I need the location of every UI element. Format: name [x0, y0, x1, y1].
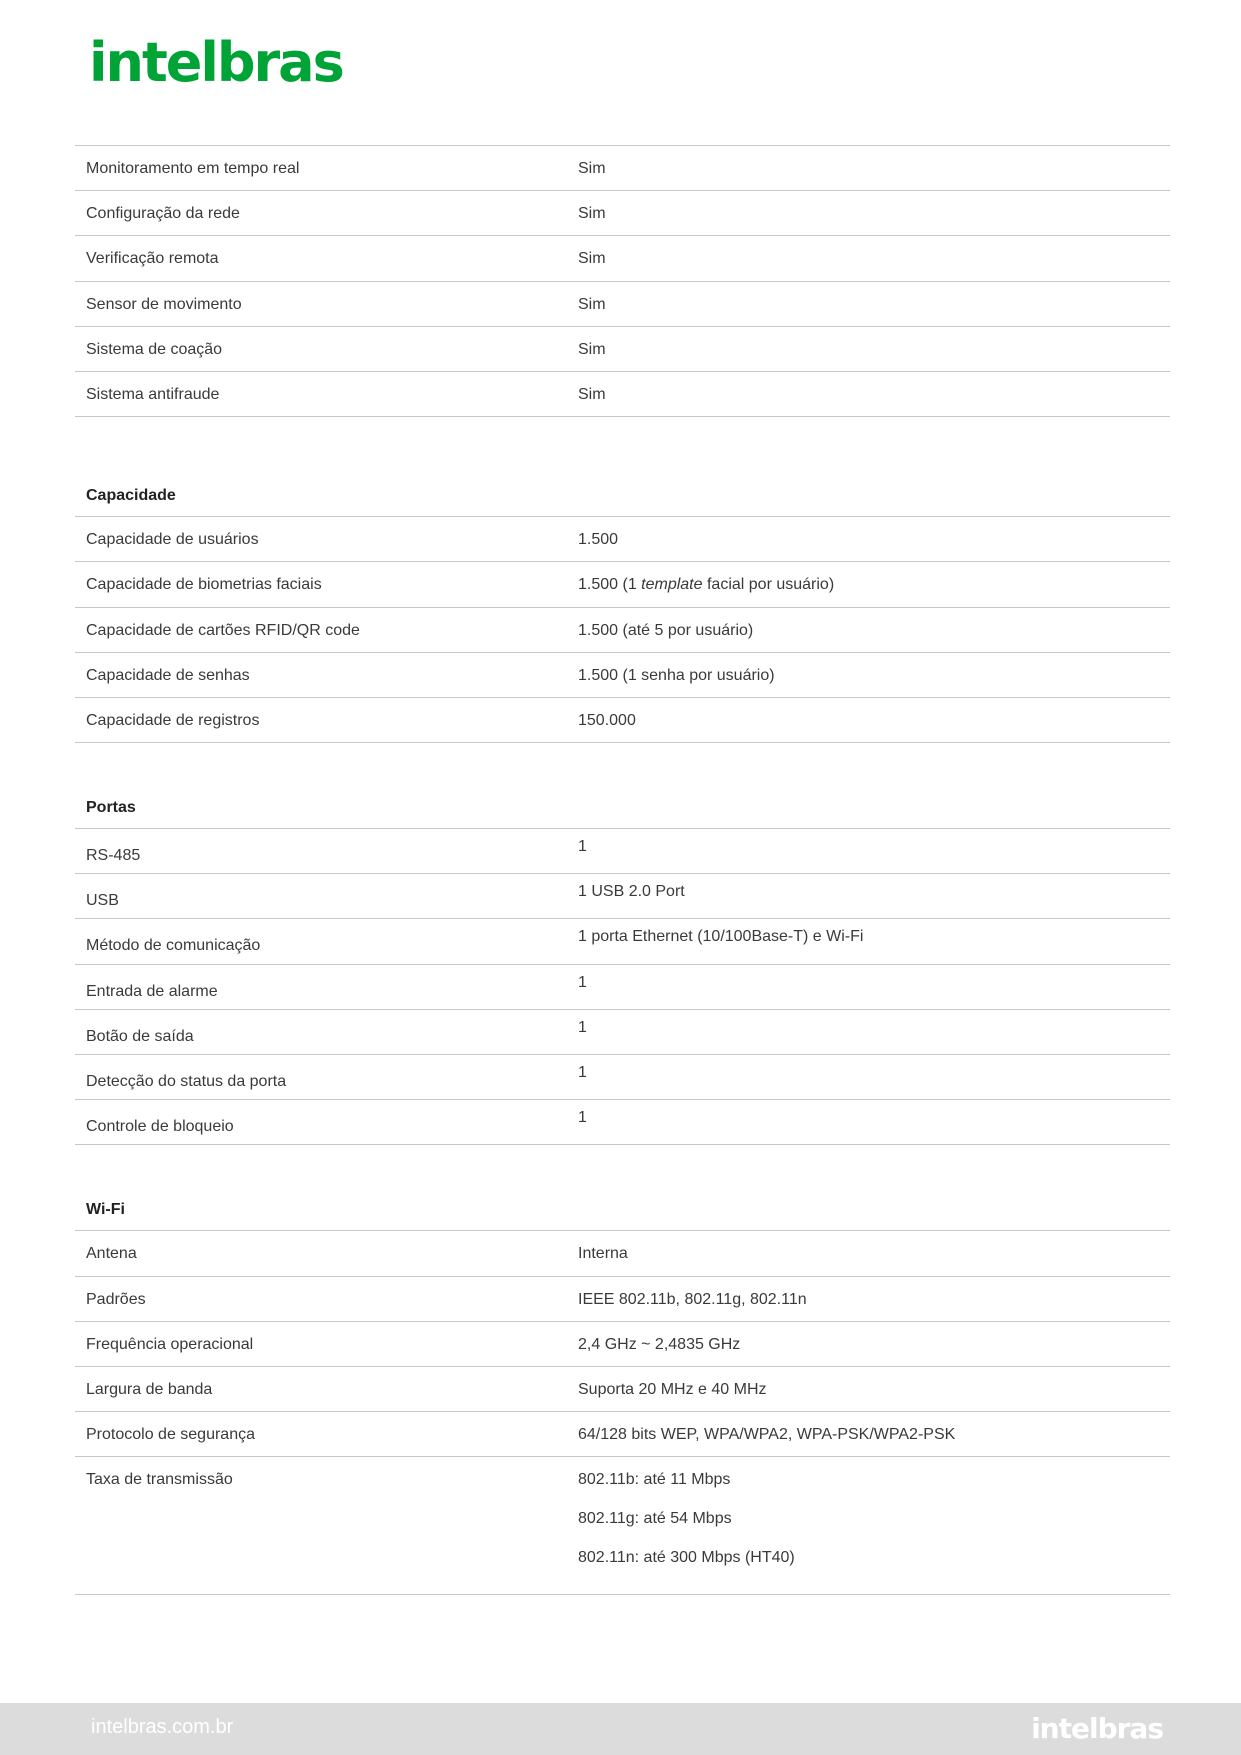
row-label: Sistema antifraude [86, 385, 220, 403]
row-value: 1 [578, 973, 587, 991]
table-row [75, 191, 1170, 236]
table-row [75, 327, 1170, 372]
value-line: 802.11n: até 300 Mbps (HT40) [578, 1549, 795, 1567]
table-row [75, 1100, 1170, 1145]
row-label: Configuração da rede [86, 205, 240, 223]
row-label: Controle de bloqueio [86, 1118, 234, 1136]
row-label: Verificação remota [86, 250, 219, 268]
footer-url-link[interactable]: intelbras.com.br [91, 1716, 234, 1738]
spec-table [75, 145, 1170, 1635]
table-row [75, 517, 1170, 562]
table-row [75, 146, 1170, 191]
row-value: Sim [578, 250, 606, 268]
portas-section [75, 783, 1170, 1145]
capacidade-section [75, 471, 1170, 743]
row-value: Interna [578, 1245, 628, 1263]
row-value [578, 562, 1170, 606]
row-value: IEEE 802.11b, 802.11g, 802.11n [578, 1290, 807, 1308]
value-text: 1.500 (1 [578, 576, 642, 594]
row-value: 1.500 [578, 531, 619, 549]
table-row [75, 874, 1170, 919]
table-row [75, 1322, 1170, 1367]
section-title: Portas [75, 783, 1170, 829]
row-value: Suporta 20 MHz e 40 MHz [578, 1380, 767, 1398]
table-row [75, 236, 1170, 281]
row-value: 2,4 GHz ~ 2,4835 GHz [578, 1335, 741, 1353]
row-label: Padrões [86, 1290, 146, 1308]
row-label: USB [86, 892, 119, 910]
row-label: Capacidade de cartões RFID/QR code [86, 621, 360, 639]
row-value [578, 1457, 1170, 1588]
table-row [75, 698, 1170, 743]
row-label: RS-485 [86, 847, 141, 865]
row-value: 64/128 bits WEP, WPA/WPA2, WPA-PSK/WPA2-PSK [578, 1426, 956, 1444]
row-label: Capacidade de senhas [86, 666, 250, 684]
row-value: 1.500 (1 senha por usuário) [578, 666, 775, 684]
row-label: Botão de saída [86, 1027, 194, 1045]
table-row [75, 919, 1170, 964]
row-label: Capacidade de registros [86, 711, 260, 729]
row-value: Sim [578, 340, 606, 358]
row-value: Sim [578, 160, 606, 177]
row-label: Entrada de alarme [86, 982, 218, 1000]
table-row [75, 372, 1170, 417]
row-value: Sim [578, 295, 606, 313]
table-row [75, 653, 1170, 698]
row-label: Protocolo de segurança [86, 1426, 255, 1444]
footer-bar [0, 1703, 1241, 1755]
wifi-section [75, 1185, 1170, 1595]
value-line: 802.11b: até 11 Mbps [578, 1471, 731, 1489]
row-label: Sensor de movimento [86, 295, 242, 313]
row-label: Monitoramento em tempo real [86, 160, 300, 177]
table-row [75, 829, 1170, 874]
row-label: Capacidade de biometrias faciais [86, 576, 322, 594]
row-label: Detecção do status da porta [86, 1073, 287, 1090]
table-row [75, 1277, 1170, 1322]
section-title: Wi-Fi [75, 1185, 1170, 1231]
row-value: 1 [578, 1109, 587, 1127]
table-row [75, 1367, 1170, 1412]
row-value: 1 [578, 1064, 587, 1081]
row-value: 150.000 [578, 711, 636, 729]
row-value: 1 [578, 838, 587, 856]
row-label: Frequência operacional [86, 1335, 254, 1353]
table-row [75, 608, 1170, 653]
row-label: Sistema de coação [86, 340, 223, 358]
row-value: Sim [578, 205, 606, 223]
table-row [75, 1010, 1170, 1055]
row-value: 1 USB 2.0 Port [578, 883, 685, 901]
value-text: facial por usuário) [702, 576, 835, 594]
row-label: Largura de banda [86, 1380, 213, 1398]
row-value: 1 [578, 1018, 587, 1036]
row-label: Método de comunicação [86, 937, 261, 955]
row-label: Capacidade de usuários [86, 531, 259, 549]
value-emphasis: template [641, 576, 703, 594]
row-label: Antena [86, 1245, 137, 1263]
table-row [75, 1055, 1170, 1100]
row-value: Sim [578, 385, 606, 403]
section-title: Capacidade [75, 471, 1170, 517]
row-label: Taxa de transmissão [86, 1471, 233, 1489]
row-value: 1 porta Ethernet (10/100Base-T) e Wi-Fi [578, 928, 864, 946]
brand-logo: intelbras [89, 31, 343, 94]
table-row [75, 965, 1170, 1010]
footer-logo: intelbras [1031, 1712, 1163, 1745]
table-row [75, 1231, 1170, 1276]
row-value: 1.500 (até 5 por usuário) [578, 621, 754, 639]
features-section [75, 145, 1170, 417]
table-row [75, 1412, 1170, 1457]
table-row [75, 1457, 1170, 1595]
value-line: 802.11g: até 54 Mbps [578, 1510, 732, 1528]
table-row [75, 562, 1170, 607]
table-row [75, 282, 1170, 327]
